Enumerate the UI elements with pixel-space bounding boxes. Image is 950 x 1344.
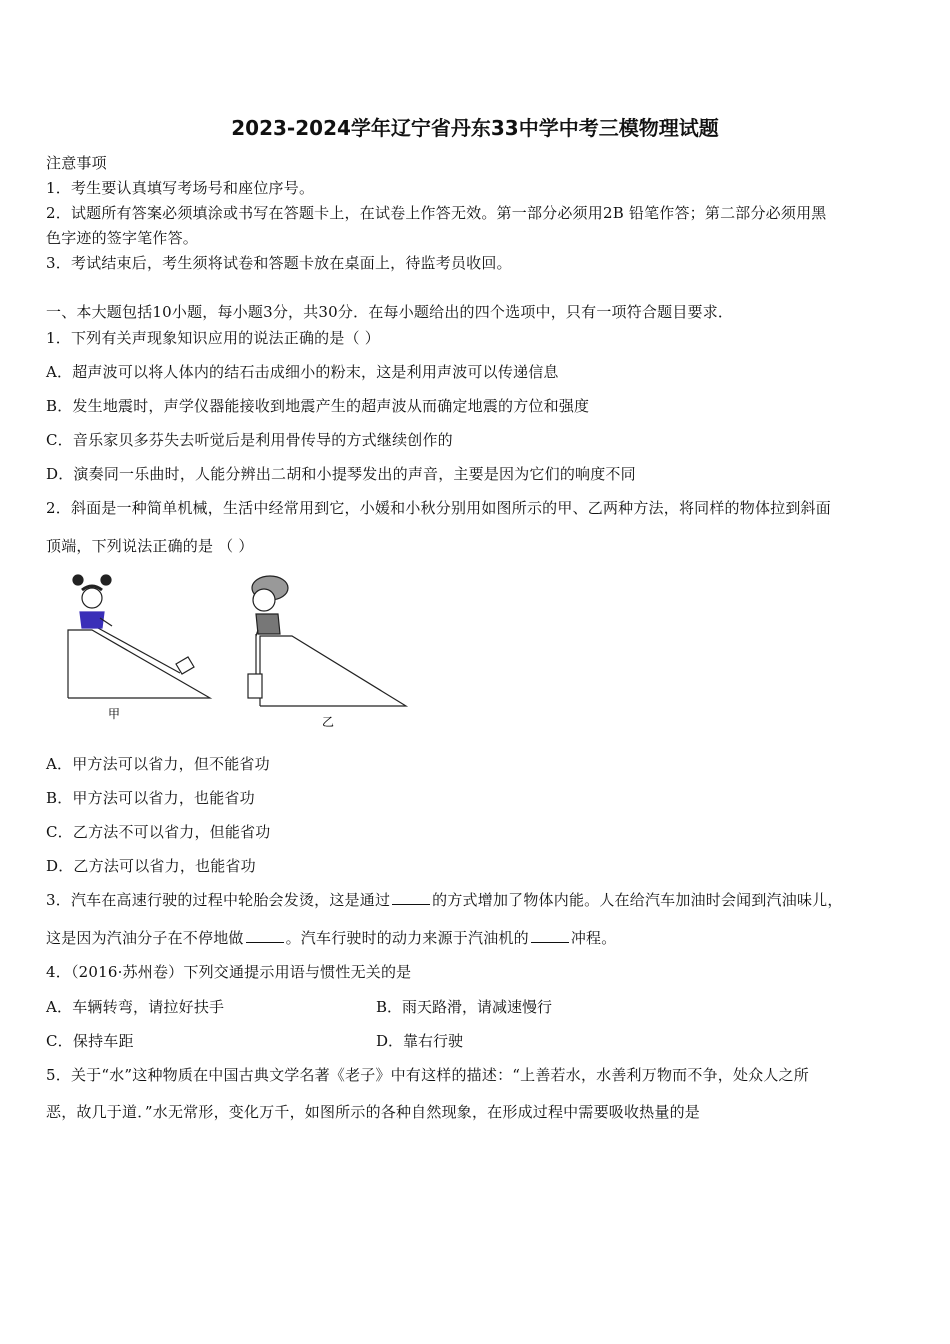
q5-line2: 恶，故几于道．”水无常形，变化万千，如图所示的各种自然现象，在形成过程中需要吸收热量的是 bbox=[46, 1103, 700, 1121]
q3-line2-part-b: 。汽车行驶时的动力来源于汽油机的 bbox=[285, 929, 529, 947]
q1-stem: 1．下列有关声现象知识应用的说法正确的是（ ） bbox=[46, 329, 380, 347]
q3-blank-3[interactable] bbox=[531, 928, 569, 943]
notice-item-1: 1．考生要认真填写考场号和座位序号。 bbox=[46, 179, 315, 197]
q2-stem-line2: 顶端，下列说法正确的是 （ ） bbox=[46, 537, 254, 555]
q2-option-c: C．乙方法不可以省力，但能省功 bbox=[46, 823, 271, 841]
notice-item-2-cont: 色字迹的签字笔作答。 bbox=[46, 229, 199, 247]
q1-option-a: A．超声波可以将人体内的结石击成细小的粉末，这是利用声波可以传递信息 bbox=[46, 363, 559, 381]
q4-stem: 4．（2016·苏州卷）下列交通提示用语与惯性无关的是 bbox=[46, 963, 412, 981]
q3-line1-part-b: 的方式增加了物体内能。人在给汽车加油时会闻到汽油味儿， bbox=[432, 891, 843, 909]
notice-item-2: 2．试题所有答案必须填涂或书写在答题卡上，在试卷上作答无效。第一部分必须用2B 铅笔作答；第二部分必须用黑 bbox=[46, 204, 827, 222]
q1-option-d: D．演奏同一乐曲时，人能分辨出二胡和小提琴发出的声音，主要是因为它们的响度不同 bbox=[46, 465, 636, 483]
q4-option-d: D．靠右行驶 bbox=[376, 1032, 464, 1050]
figure-jia bbox=[68, 575, 210, 698]
q1-option-b: B．发生地震时，声学仪器能接收到地震产生的超声波从而确定地震的方位和强度 bbox=[46, 397, 590, 415]
figure-label-jia: 甲 bbox=[108, 707, 121, 721]
q3-line2-part-c: 冲程。 bbox=[570, 929, 617, 947]
figure-yi bbox=[248, 576, 406, 706]
notice-item-3: 3．考试结束后，考生须将试卷和答题卡放在桌面上，待监考员收回。 bbox=[46, 254, 512, 272]
q4-option-b: B．雨天路滑，请减速慢行 bbox=[376, 998, 553, 1016]
notice-heading: 注意事项 bbox=[46, 154, 107, 172]
q2-stem-line1: 2．斜面是一种简单机械，生活中经常用到它，小媛和小秋分别用如图所示的甲、乙两种方法，将同样的物体拉到斜面 bbox=[46, 499, 831, 517]
q2-option-d: D．乙方法可以省力，也能省功 bbox=[46, 857, 256, 875]
q3-blank-1[interactable] bbox=[392, 890, 430, 905]
q1-option-c: C．音乐家贝多芬失去听觉后是利用骨传导的方式继续创作的 bbox=[46, 431, 453, 449]
q3-line2-part-a: 这是因为汽油分子在不停地做 bbox=[46, 929, 244, 947]
figure-label-yi: 乙 bbox=[322, 715, 335, 729]
q4-option-a: A．车辆转弯，请拉好扶手 bbox=[46, 998, 225, 1016]
incline-figure bbox=[60, 568, 420, 733]
q5-line1: 5．关于“水”这种物质在中国古典文学名著《老子》中有这样的描述：“上善若水，水善利万物而不争，处众人之所 bbox=[46, 1066, 809, 1084]
q4-option-c: C．保持车距 bbox=[46, 1032, 134, 1050]
q3-line2 bbox=[46, 927, 616, 948]
section-heading: 一、本大题包括10小题，每小题3分，共30分．在每小题给出的四个选项中，只有一项符合题目要求． bbox=[46, 303, 734, 321]
q2-option-a: A．甲方法可以省力，但不能省功 bbox=[46, 755, 270, 773]
q3-blank-2[interactable] bbox=[246, 928, 284, 943]
q3-line1 bbox=[46, 889, 843, 910]
q3-line1-part-a: 3．汽车在高速行驶的过程中轮胎会发烫，这是通过 bbox=[46, 891, 391, 909]
q2-option-b: B．甲方法可以省力，也能省功 bbox=[46, 789, 255, 807]
page-title: 2023-2024学年辽宁省丹东33中学中考三模物理试题 bbox=[231, 116, 719, 140]
